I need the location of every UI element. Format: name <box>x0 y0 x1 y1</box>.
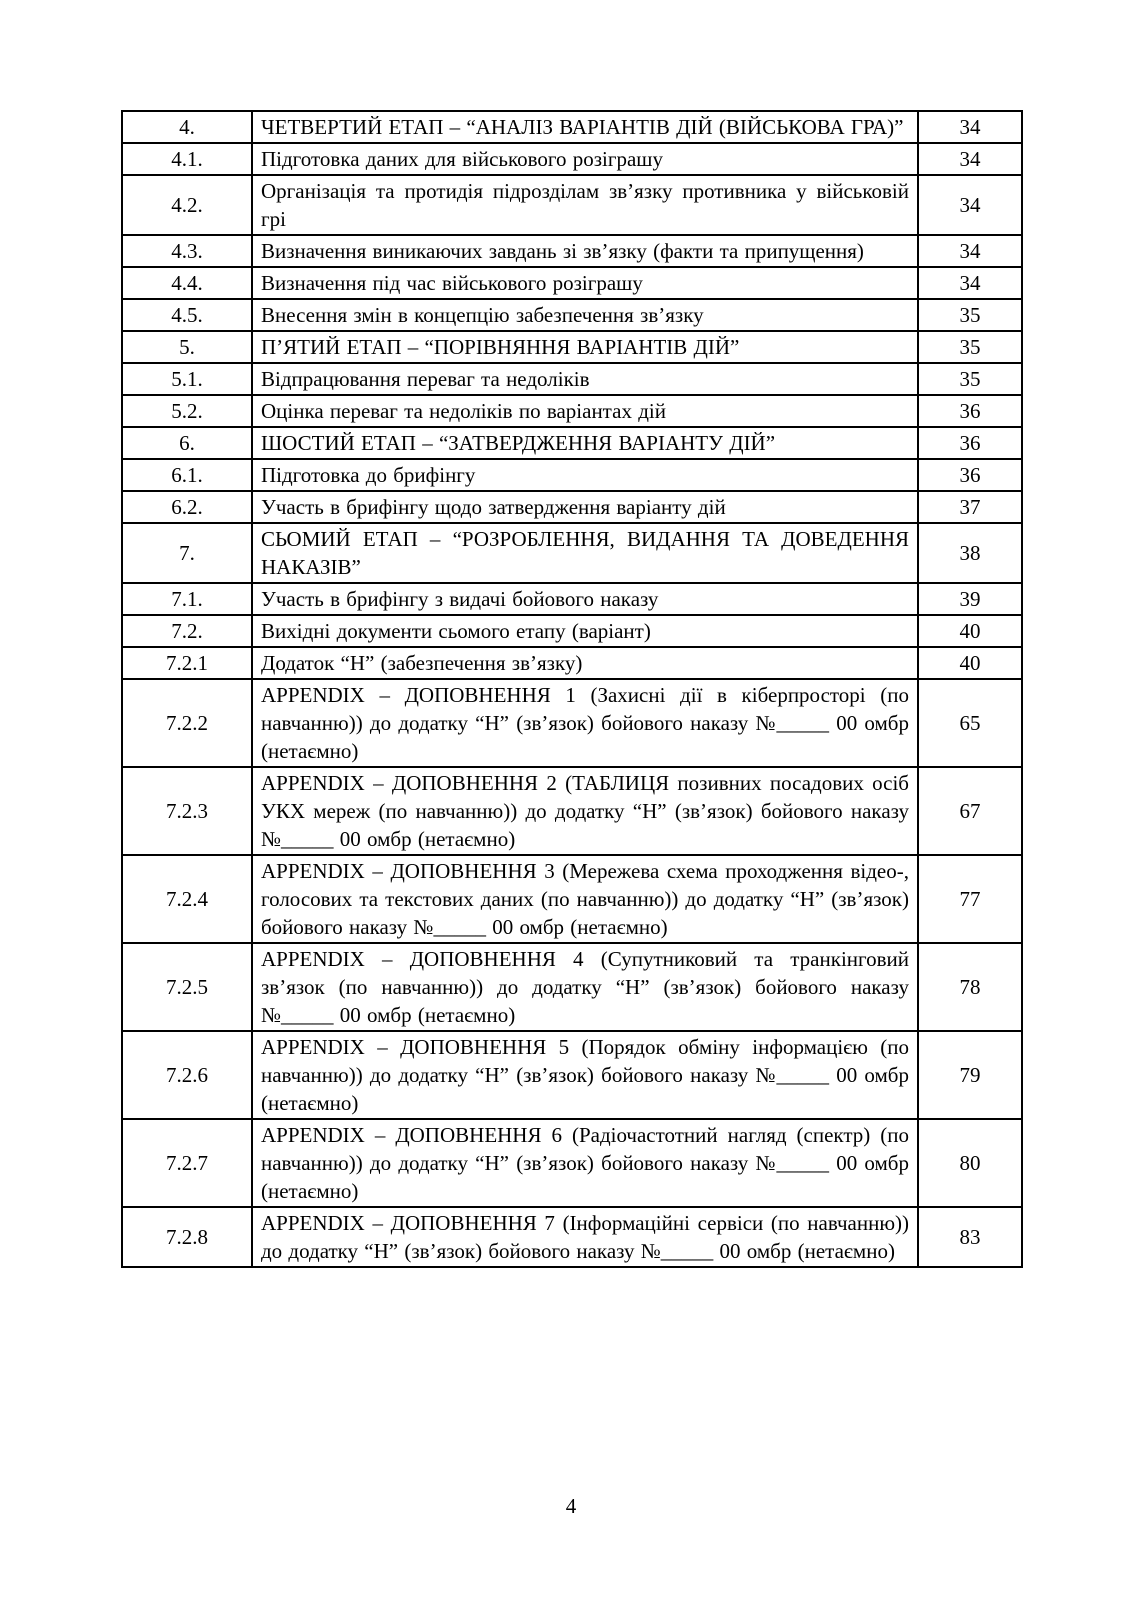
toc-table <box>121 110 1023 1268</box>
toc-row-title: Визначення під час військового розіграшу <box>252 267 918 299</box>
toc-row-number: 4.5. <box>122 299 252 331</box>
toc-row <box>122 395 1022 427</box>
toc-row <box>122 331 1022 363</box>
toc-row-title: ЧЕТВЕРТИЙ ЕТАП – “АНАЛІЗ ВАРІАНТІВ ДІЙ (ВІЙСЬКОВА ГРА)” <box>252 111 918 143</box>
toc-row <box>122 1119 1022 1207</box>
toc-row <box>122 523 1022 583</box>
toc-row-number: 7.2.3 <box>122 767 252 855</box>
toc-row-page: 35 <box>918 331 1022 363</box>
toc-row-page: 67 <box>918 767 1022 855</box>
toc-row <box>122 363 1022 395</box>
toc-row-number: 5.1. <box>122 363 252 395</box>
toc-row-number: 5. <box>122 331 252 363</box>
toc-row-page: 79 <box>918 1031 1022 1119</box>
toc-row-title: APPENDIX – ДОПОВНЕННЯ 4 (Супутниковий та транкінговий зв’язок (по навчанню)) до додатку “Н” (зв’язок) бойового наказу №_____ 00 омбр (нетаємно) <box>252 943 918 1031</box>
toc-row <box>122 491 1022 523</box>
toc-row-title: APPENDIX – ДОПОВНЕННЯ 7 (Інформаційні сервіси (по навчанню)) до додатку “Н” (зв’язок) бойового наказу №_____ 00 омбр (нетаємно) <box>252 1207 918 1267</box>
toc-row-page: 35 <box>918 299 1022 331</box>
toc-row <box>122 175 1022 235</box>
toc-row-number: 7.2.8 <box>122 1207 252 1267</box>
toc-row-page: 78 <box>918 943 1022 1031</box>
toc-row-title: Участь в брифінгу з видачі бойового наказу <box>252 583 918 615</box>
toc-row-number: 5.2. <box>122 395 252 427</box>
toc-row <box>122 615 1022 647</box>
toc-row-title: Підготовка даних для військового розіграшу <box>252 143 918 175</box>
toc-row <box>122 143 1022 175</box>
toc-row <box>122 647 1022 679</box>
toc-row <box>122 235 1022 267</box>
toc-row <box>122 1031 1022 1119</box>
toc-row-number: 7.2.6 <box>122 1031 252 1119</box>
toc-row-page: 36 <box>918 427 1022 459</box>
toc-row-page: 37 <box>918 491 1022 523</box>
toc-row-number: 7.2.2 <box>122 679 252 767</box>
toc-row-number: 6.2. <box>122 491 252 523</box>
toc-row-title: Підготовка до брифінгу <box>252 459 918 491</box>
toc-row <box>122 943 1022 1031</box>
toc-row-title: Оцінка переваг та недоліків по варіантах дій <box>252 395 918 427</box>
toc-row <box>122 855 1022 943</box>
toc-row-page: 77 <box>918 855 1022 943</box>
toc-row-number: 7.2.4 <box>122 855 252 943</box>
toc-row-title: Додаток “Н” (забезпечення зв’язку) <box>252 647 918 679</box>
toc-row-page: 65 <box>918 679 1022 767</box>
toc-row <box>122 111 1022 143</box>
toc-row-page: 35 <box>918 363 1022 395</box>
toc-row-page: 34 <box>918 267 1022 299</box>
toc-row-number: 6. <box>122 427 252 459</box>
toc-row <box>122 459 1022 491</box>
toc-row-page: 34 <box>918 175 1022 235</box>
toc-row-page: 40 <box>918 647 1022 679</box>
toc-row-title: Відпрацювання переваг та недоліків <box>252 363 918 395</box>
toc-row-number: 7.2. <box>122 615 252 647</box>
toc-row-page: 34 <box>918 235 1022 267</box>
toc-row-number: 4. <box>122 111 252 143</box>
toc-row-number: 6.1. <box>122 459 252 491</box>
toc-row-title: APPENDIX – ДОПОВНЕННЯ 1 (Захисні дії в кіберпросторі (по навчанню)) до додатку “Н” (зв’язок) бойового наказу №_____ 00 омбр (нетаємно) <box>252 679 918 767</box>
toc-row-number: 7.2.1 <box>122 647 252 679</box>
toc-row <box>122 1207 1022 1267</box>
toc-row <box>122 767 1022 855</box>
toc-row-page: 38 <box>918 523 1022 583</box>
toc-row <box>122 299 1022 331</box>
toc-row-title: Визначення виникаючих завдань зі зв’язку (факти та припущення) <box>252 235 918 267</box>
toc-table-body <box>122 111 1022 1267</box>
toc-row-page: 34 <box>918 143 1022 175</box>
toc-row-title: APPENDIX – ДОПОВНЕННЯ 6 (Радіочастотний нагляд (спектр) (по навчанню)) до додатку “Н” (зв’язок) бойового наказу №_____ 00 омбр (нетаємно) <box>252 1119 918 1207</box>
toc-row-page: 39 <box>918 583 1022 615</box>
toc-row-title: Організація та протидія підрозділам зв’язку противника у військовій грі <box>252 175 918 235</box>
toc-row <box>122 267 1022 299</box>
toc-row-number: 4.4. <box>122 267 252 299</box>
toc-row-title: П’ЯТИЙ ЕТАП – “ПОРІВНЯННЯ ВАРІАНТІВ ДІЙ” <box>252 331 918 363</box>
toc-row-page: 80 <box>918 1119 1022 1207</box>
toc-row-page: 83 <box>918 1207 1022 1267</box>
toc-row-title: СЬОМИЙ ЕТАП – “РОЗРОБЛЕННЯ, ВИДАННЯ ТА ДОВЕДЕННЯ НАКАЗІВ” <box>252 523 918 583</box>
toc-row-title: APPENDIX – ДОПОВНЕННЯ 2 (ТАБЛИЦЯ позивних посадових осіб УКХ мереж (по навчанню)) до додатку “Н” (зв’язок) бойового наказу №_____ 00 омбр (нетаємно) <box>252 767 918 855</box>
toc-row-title: Участь в брифінгу щодо затвердження варіанту дій <box>252 491 918 523</box>
toc-row-page: 36 <box>918 395 1022 427</box>
toc-row-number: 4.2. <box>122 175 252 235</box>
page-number: 4 <box>565 1494 577 1518</box>
toc-row-title: APPENDIX – ДОПОВНЕННЯ 3 (Мережева схема проходження відео-, голосових та текстових даних (по навчанню)) до додатку “Н” (зв’язок) бойового наказу №_____ 00 омбр (нетаємно) <box>252 855 918 943</box>
toc-row <box>122 427 1022 459</box>
toc-row <box>122 679 1022 767</box>
toc-row-page: 40 <box>918 615 1022 647</box>
page-footer <box>0 1492 1142 1520</box>
toc-row-number: 7.2.5 <box>122 943 252 1031</box>
toc-row-title: Вихідні документи сьомого етапу (варіант) <box>252 615 918 647</box>
toc-row <box>122 583 1022 615</box>
toc-row-page: 34 <box>918 111 1022 143</box>
toc-row-number: 7.1. <box>122 583 252 615</box>
toc-row-number: 7. <box>122 523 252 583</box>
toc-row-title: APPENDIX – ДОПОВНЕННЯ 5 (Порядок обміну інформацією (по навчанню)) до додатку “Н” (зв’язок) бойового наказу №_____ 00 омбр (нетаємно) <box>252 1031 918 1119</box>
toc-row-number: 7.2.7 <box>122 1119 252 1207</box>
toc-row-title: ШОСТИЙ ЕТАП – “ЗАТВЕРДЖЕННЯ ВАРІАНТУ ДІЙ” <box>252 427 918 459</box>
toc-row-number: 4.1. <box>122 143 252 175</box>
toc-row-page: 36 <box>918 459 1022 491</box>
toc-row-number: 4.3. <box>122 235 252 267</box>
toc-row-title: Внесення змін в концепцію забезпечення зв’язку <box>252 299 918 331</box>
